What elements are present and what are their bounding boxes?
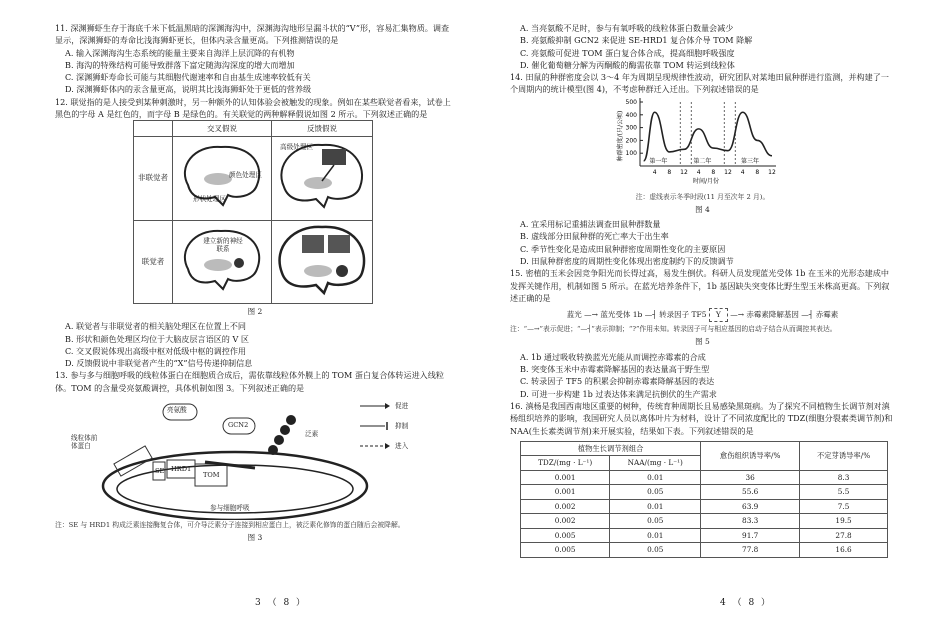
q15-option-a: A. 1b 通过吸收转换蓝光光能从而调控赤霉素的合成 (520, 351, 706, 362)
flow-blue-light: 蓝光 (566, 310, 582, 320)
flow-ga-degrade-gene: 赤霉素降解基因 (746, 310, 799, 320)
label-leucine: 亮氨酸 (167, 406, 187, 415)
th-callus: 愈伤组织诱导率/% (701, 441, 800, 470)
x-tick-label: 8 (755, 168, 760, 176)
year-label: 第二年 (693, 157, 712, 165)
figure-4-caption: 图 4 (695, 204, 710, 214)
x-tick-label: 8 (667, 168, 672, 176)
x-tick-label: 12 (768, 168, 776, 176)
y-tick-label: 400 (625, 111, 637, 119)
label-se: SE (155, 467, 165, 476)
flow-gibberellin: 赤霉素 (815, 310, 839, 320)
brain-feedback-non (272, 137, 373, 220)
label-respiration: 参与细胞呼吸 (210, 504, 250, 513)
row-non-synesthete: 非联觉者 (134, 137, 173, 220)
right-page (510, 22, 895, 558)
left-page (55, 22, 455, 546)
q13-option-b: B. 亮氨酸抑制 GCN2 来促进 SE-HRD1 复合体介导 TOM 降解 (520, 35, 753, 46)
label-tom: TOM (203, 471, 220, 480)
table-row: 0.002 0.01 63.9 7.5 (521, 499, 888, 514)
q14-option-a: A. 宜采用标记重捕法调查田鼠种群数量 (520, 219, 661, 230)
figure-5-note: 注：“—→”表示促进；“—┤”表示抑制；“?”作用未知。转录因子可与相应基因的启动子结合从而调控其表达。 (510, 325, 837, 334)
y-tick-label: 100 (625, 149, 637, 157)
q12-option-b: B. 形状和颜色处理区均位于大脑皮层言语区的 V 区 (65, 333, 249, 344)
figure-5-caption: 图 5 (695, 337, 710, 347)
legend-inhibit: 抑制 (395, 422, 409, 431)
year-label: 第一年 (649, 157, 668, 165)
q14-option-d: D. 田鼠种群密度的周期性变化体现出密度制约下的反馈调节 (520, 255, 734, 266)
x-tick-label: 4 (696, 168, 701, 176)
figure-4 (510, 96, 895, 192)
table-row: 0.001 0.01 36 8.3 (521, 470, 888, 485)
label-new-connection: 建立新的神经联系 (203, 236, 243, 253)
x-tick-label: 12 (724, 168, 732, 176)
brain-icon (272, 221, 372, 299)
q15-option-c: C. 转录因子 TF5 的积累会抑制赤霉素降解基因的表达 (520, 376, 715, 387)
year-label: 第三年 (740, 157, 760, 165)
y-tick-label: 300 (625, 124, 637, 132)
figure-2-table (133, 120, 373, 304)
row-synesthete: 联觉者 (134, 220, 173, 303)
q13-option-d: D. 催化葡萄糖分解为丙酮酸的酶需依靠 TOM 转运到线粒体 (520, 59, 735, 70)
figure-3-note: 注：SE 与 HRD1 构成泛素连接酶复合体，可介导泛素分子连接到相应蛋白上，被泛素化修饰的蛋白随后会被降解。 (55, 521, 405, 530)
y-axis-label: 种群密度/(只/公顷) (617, 110, 624, 162)
x-tick-label: 4 (652, 168, 657, 176)
figure-4-note: 注：虚线表示冬季时段(11 月至次年 2 月)。 (635, 192, 770, 201)
y-tick-label: 200 (625, 137, 637, 145)
q16-stem: 16. 滇杨是我国西南地区重要的树种，传统育种周期长且易感染黑斑病。为了探究不同植物生长调节剂对滇杨组织培养的影响，我国研究人员以离体叶片为材料，设计了不同浓度配比的 TDZ(细胞分裂素类调节剂)和 NAA(生长素类调节剂)来开展实验，结果如下表。下列叙述错误的是 (510, 400, 893, 436)
q11-stem: 11. 深渊狮虾生存于海底千米下低温黑暗的深渊海沟中，深渊海沟地形呈漏斗状的“V”形，容易汇集物质。调查显示，深渊狮虾的寿命比浅海狮虾更长，但体内录含量更高。下列推测错误的是 (55, 23, 450, 46)
x-tick-label: 8 (711, 168, 716, 176)
y-tick-label: 500 (625, 98, 637, 106)
flow-y-box: Y (709, 308, 728, 322)
label-color-area: 颜色处理区 (229, 171, 262, 180)
table-row: 0.005 0.05 77.8 16.6 (521, 543, 888, 558)
label-ubiquitin: 泛素 (305, 430, 319, 439)
q14-stem: 14. 田鼠的种群密度会以 3～4 年为周期呈现规律性波动，研究团队对某地田鼠种群进行监测，并构建了一个周期内的统计模型(图 4)，不考虑种群迁入迁出。下列叙述错误的是 (510, 72, 889, 95)
page-number-left: 3 （ 8 ） (255, 598, 308, 608)
x-tick-label: 12 (680, 168, 688, 176)
flow-receptor: 蓝光受体 1b (600, 310, 643, 320)
head-feedback: 反馈假说 (272, 121, 373, 137)
label-gcn2: GCN2 (228, 421, 249, 430)
th-group: 植物生长调节剂组合 (521, 441, 701, 456)
x-axis-label: 时间/月份 (692, 177, 720, 185)
q11-option-d: D. 深渊狮虾体内的汞含量更高，说明其比浅海狮虾处于更低的营养级 (65, 84, 312, 95)
x-tick-label: 4 (740, 168, 745, 176)
th-tdz: TDZ/(mg · L⁻¹) (521, 456, 610, 471)
th-naa: NAA/(mg · L⁻¹) (610, 456, 701, 471)
q13-option-a: A. 当亮氨酸不足时，参与有氧呼吸的线粒体蛋白数量会减少 (520, 23, 734, 33)
brain-feedback-syn (272, 220, 373, 303)
figure-2-caption: 图 2 (247, 306, 263, 316)
mitochondria-diagram (55, 394, 455, 520)
label-higher-area: 高级处理区 (280, 143, 313, 152)
q12-option-d: D. 反馈假说中非联觉者产生的“X”信号传递抑制信息 (65, 358, 253, 369)
th-bud: 不定芽诱导率/% (800, 441, 888, 470)
page-number-right: 4 （ 8 ） (720, 598, 773, 608)
q11-option-b: B. 海沟的特殊结构可能导致群落下富定随海沟深度的增大而增加 (65, 59, 295, 70)
table-row: 0.002 0.05 83.3 19.5 (521, 514, 888, 529)
brain-cross-syn (173, 220, 272, 303)
head-cross: 交叉假说 (173, 121, 272, 137)
vole-density-chart (510, 96, 895, 192)
label-shape-area: 形状处理区 (193, 195, 226, 204)
q12-option-c: C. 交叉假说体现出高级中枢对低级中枢的调控作用 (65, 345, 247, 356)
figure-3-caption: 图 3 (247, 533, 263, 543)
q15-option-d: D. 可进一步构建 1b 过表达体来满足抗倒伏的生产需求 (520, 388, 717, 399)
q12-stem: 12. 联觉指的是人接受到某种刺激时，另一种额外的认知体验会被触发的现象。例如在某些联觉者看来，试卷上黑色的字母 A 是红色的，而字母 B 是绿色的。有关联觉的两种解释假说如图 2 所示。下列叙述正确的是 (55, 96, 451, 120)
q14-option-c: C. 季节性变化是造成田鼠种群密度周期性变化的主要原因 (520, 243, 726, 254)
table-row: 0.001 0.05 55.6 5.5 (521, 485, 888, 500)
q13-option-c: C. 亮氨酸可促进 TOM 蛋白复合体合成，提高细胞呼吸强度 (520, 47, 735, 58)
brain-icon (173, 221, 271, 299)
figure-5-flow: 蓝光 —→ 蓝光受体 1b —┤ 转录因子 TF5 Y —→ 赤霉素降解基因 —┤ 赤霉素 (510, 308, 895, 322)
q15-option-b: B. 突变体玉米中赤霉素降解基因的表达量高于野生型 (520, 364, 710, 375)
label-precursor: 线粒体前体蛋白 (71, 434, 98, 451)
q11-option-c: C. 深渊狮虾寿命长可能与其细胞代谢速率和自由基生成速率较低有关 (65, 72, 311, 83)
q13-stem: 13. 参与多与细胞呼吸的线粒体蛋白在细胞质合成后，需依靠线粒体外膜上的 TOM 蛋白复合体转运进入线粒体。TOM 的含量受亮氨酸调控，具体机制如图 3。下列叙述正确的是 (55, 370, 444, 393)
q12-option-a: A. 联觉者与非联觉者的相关脑处理区在位置上不同 (65, 321, 246, 332)
table-row: 0.005 0.01 91.7 27.8 (521, 528, 888, 543)
q14-option-b: B. 虚线部分田鼠种群的死亡率大于出生率 (520, 231, 669, 242)
q11-option-a: A. 输入深渊海沟生态系统的能量主要来自海洋上层沉降的有机物 (65, 47, 295, 58)
flow-tf5: 转录因子 TF5 (659, 310, 707, 320)
density-curve (644, 112, 772, 161)
legend-enter: 进入 (395, 442, 409, 451)
legend-promote: 促进 (395, 402, 409, 411)
q16-data-table (520, 441, 888, 558)
figure-3 (55, 394, 455, 520)
brain-cross-non (173, 137, 272, 220)
label-hrd1: HRD1 (171, 465, 192, 474)
q15-stem: 15. 密植的玉米会因竞争阳光而长得过高，易发生倒伏。科研人员发现蓝光受体 1b 在玉米的光形态建成中发挥关键作用，机制如图 5 所示。在蓝光培养条件下，1b 基因缺失突变体比野生型玉米株高更高。下列叙述正确的是 (510, 268, 890, 303)
